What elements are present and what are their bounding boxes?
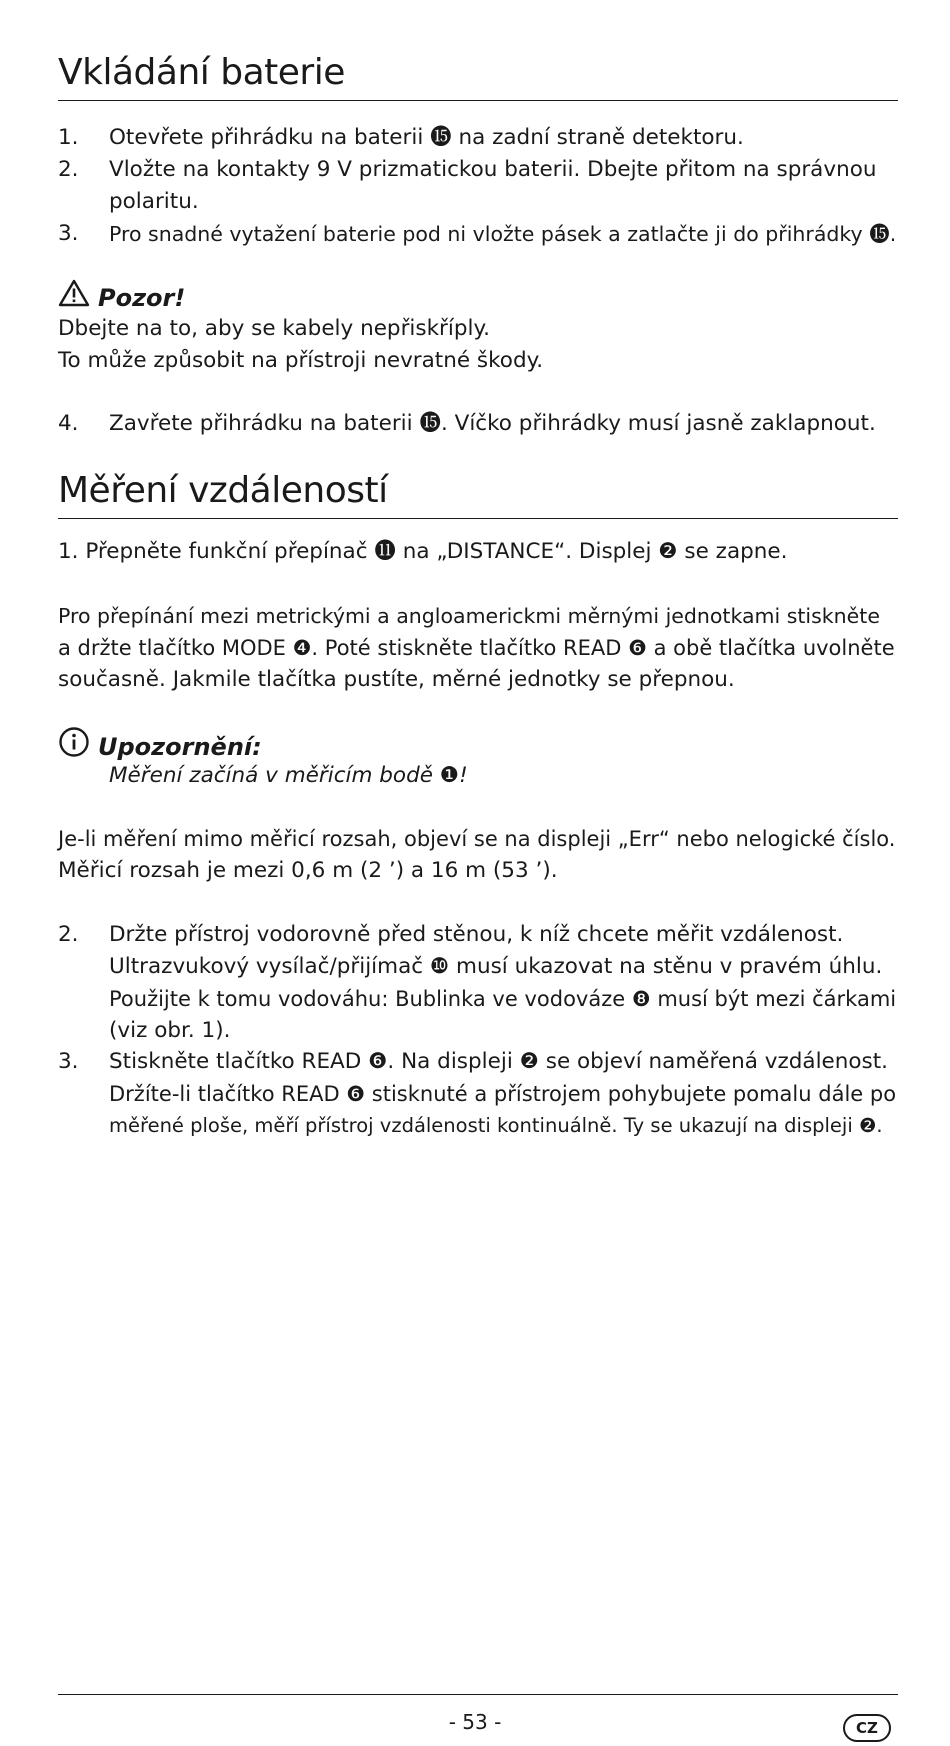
step-text: (viz obr. 1). — [109, 1018, 231, 1043]
paragraph-line: Měřicí rozsah je mezi 0,6 m (2 ’) a 16 m (53 ’). — [58, 858, 558, 883]
step-text: Pro snadné vytažení baterie pod ni vložte pásek a zatlačte ji do přihrádky ⓯. — [109, 222, 897, 246]
step-text: Držíte-li tlačítko READ ❻ stisknuté a přístrojem pohybujete pomalu dále po — [109, 1082, 897, 1106]
step-text: 1. Přepněte funkční přepínač ⓫ na „DISTANCE“. Displej ❷ se zapne. — [58, 539, 788, 564]
step-text: polaritu. — [109, 189, 199, 214]
step-text: Držte přístroj vodorovně před stěnou, k níž chcete měřit vzdálenost. — [109, 922, 844, 947]
step-text: Použijte k tomu vodováhu: Bublinka ve vodováze ❽ musí být mezi čárkami — [109, 987, 897, 1011]
paragraph-line: a držte tlačítko MODE ❹. Poté stiskněte tlačítko READ ❻ a obě tlačítka uvolněte — [58, 636, 895, 660]
step-number: 2. — [58, 922, 79, 947]
section-title-distance: Měření vzdáleností — [58, 470, 898, 519]
page-number: - 53 - — [448, 1710, 502, 1734]
step-number: 1. — [58, 125, 79, 150]
step-text: Stiskněte tlačítko READ ❻. Na displeji ❷ se objeví naměřená vzdálenost. — [109, 1049, 889, 1074]
step-text: měřené ploše, měří přístroj vzdálenosti kontinuálně. Ty se ukazují na displeji ❷. — [109, 1114, 883, 1137]
info-icon — [58, 726, 90, 767]
footer-divider — [58, 1694, 898, 1695]
paragraph-line: Je-li měření mimo měřicí rozsah, objeví se na displeji „Err“ nebo nelogické číslo. — [58, 827, 896, 851]
paragraph-line: současně. Jakmile tlačítka pustíte, měrné jednotky se přepnou. — [58, 667, 735, 692]
step-number: 4. — [58, 411, 79, 436]
warning-title: Pozor! — [98, 283, 186, 312]
note-title: Upozornění: — [98, 732, 262, 761]
section-title-battery: Vkládání baterie — [58, 52, 898, 101]
step-number: 2. — [58, 157, 79, 182]
step-number: 3. — [58, 221, 79, 246]
warning-text: To může způsobit na přístroji nevratné škody. — [58, 348, 544, 373]
step-text: Ultrazvukový vysílač/přijímač ❿ musí ukazovat na stěnu v pravém úhlu. — [109, 954, 883, 979]
language-badge: CZ — [843, 1714, 891, 1742]
step-number: 3. — [58, 1049, 79, 1074]
step-text: Zavřete přihrádku na baterii ⓯. Víčko přihrádky musí jasně zaklapnout. — [109, 411, 876, 436]
warning-text: Dbejte na to, aby se kabely nepřiskříply. — [58, 316, 490, 341]
note-text: Měření začíná v měřicím bodě ❶! — [109, 763, 468, 788]
step-text: Vložte na kontakty 9 V prizmatickou baterii. Dbejte přitom na správnou — [109, 157, 877, 182]
step-text: Otevřete přihrádku na baterii ⓯ na zadní straně detektoru. — [109, 125, 744, 150]
paragraph-line: Pro přepínání mezi metrickými a angloamerickmi měrnými jednotkami stiskněte — [58, 604, 880, 628]
